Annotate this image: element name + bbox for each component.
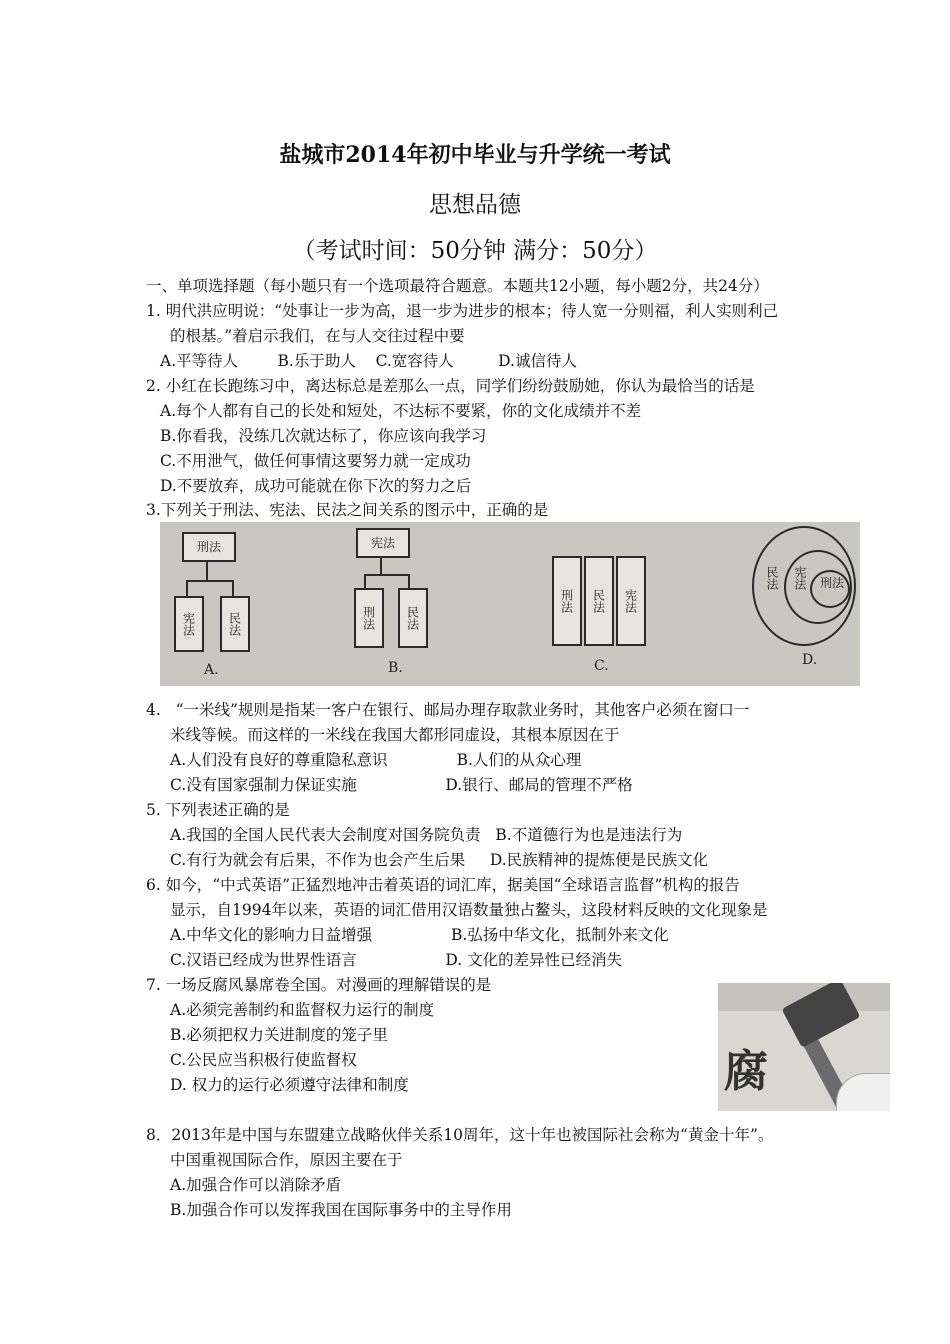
diagram-a-connector [186, 580, 188, 596]
diagram-a-caption: A. [204, 662, 219, 678]
q3-stem: 3.下列关于刑法、宪法、民法之间关系的图示中，正确的是 [146, 501, 549, 519]
q7-option-d: D. 权力的运行必须遵守法律和制度 [170, 1076, 409, 1094]
q5-options-row2: C.有行为就会有后果，不作为也会产生后果 D.民族精神的提炼便是民族文化 [170, 851, 709, 869]
diagram-a-connector [206, 560, 208, 580]
q6-options-row2: C.汉语已经成为世界性语言 D. 文化的差异性已经消失 [170, 951, 623, 969]
diagram-b-right-box: 民法 [398, 588, 428, 648]
cartoon-hand [836, 1073, 890, 1111]
q7-option-a: A.必须完善制约和监督权力运行的制度 [170, 1001, 435, 1019]
cartoon-corruption-character: 腐 [724, 1046, 768, 1097]
q6-options-row1: A.中华文化的影响力日益增强 B.弘扬中华文化，抵制外来文化 [170, 926, 669, 944]
q1-stem-line1: 1. 明代洪应明说：“处事让一步为高，退一步为进步的根本；待人宽一分则福，利人实则利己 [146, 302, 779, 320]
diagram-a-top-box: 刑法 [182, 532, 236, 562]
diagram-c-box-2: 民法 [584, 556, 614, 646]
q1-stem-line2: 的根基。”着启示我们，在与人交往过程中要 [170, 327, 465, 345]
law-relationship-diagram [160, 522, 860, 686]
q2-option-a: A.每个人都有自己的长处和短处，不达标不要紧，你的文化成绩并不差 [160, 402, 642, 420]
q7-stem: 7. 一场反腐风暴席卷全国。对漫画的理解错误的是 [146, 976, 492, 994]
q2-option-b: B.你看我，没练几次就达标了，你应该向我学习 [160, 427, 487, 445]
diagram-a-connector [186, 580, 234, 582]
exam-subject: 思想品德 [429, 192, 521, 218]
q4-stem-line1: 4. “一米线”规则是指某一客户在银行、邮局办理存取款业务时，其他客户必须在窗口一 [146, 701, 750, 719]
diagram-b-connector [408, 574, 410, 588]
diagram-b-left-box: 刑法 [354, 588, 384, 648]
q4-stem-line2: 米线等候。而这样的一米线在我国大都形同虚设，其根本原因在于 [170, 726, 620, 744]
q7-option-c: C.公民应当积极行使监督权 [170, 1051, 357, 1069]
diagram-b-connector [364, 574, 366, 588]
exam-info: （考试时间：50分钟 满分：50分） [292, 238, 658, 264]
section-heading: 一、单项选择题（每小题只有一个选项最符合题意。本题共12小题，每小题2分，共24分） [146, 277, 769, 295]
q6-stem-line1: 6. 如今，“中式英语”正猛烈地冲击着英语的词汇库，据美国“全球语言监督”机构的报告 [146, 876, 740, 894]
q8-option-b: B.加强合作可以发挥我国在国际事务中的主导作用 [170, 1201, 512, 1219]
q8-stem-line1: 8．2013年是中国与东盟建立战略伙伴关系10周年，这十年也被国际社会称为“黄金十年”。 [146, 1126, 774, 1144]
diagram-b-caption: B. [388, 660, 403, 676]
anti-corruption-cartoon [718, 983, 890, 1111]
q8-stem-line2: 中国重视国际合作，原因主要在于 [170, 1151, 403, 1169]
diagram-a-left-box: 宪法 [174, 596, 204, 652]
diagram-c-box-3: 宪法 [616, 556, 646, 646]
q5-stem: 5. 下列表述正确的是 [146, 801, 290, 819]
q1-options: A.平等待人 B.乐于助人 C.宽容待人 D.诚信待人 [160, 352, 577, 370]
q8-option-a: A.加强合作可以消除矛盾 [170, 1176, 342, 1194]
q4-options-row2: C.没有国家强制力保证实施 D.银行、邮局的管理不严格 [170, 776, 633, 794]
q5-options-row1: A.我国的全国人民代表大会制度对国务院负责 B.不道德行为也是违法行为 [170, 826, 683, 844]
diagram-d-outer-label: 民法 [765, 566, 779, 590]
exam-title: 盐城市2014年初中毕业与升学统一考试 [279, 142, 671, 168]
q2-option-d: D.不要放弃，成功可能就在你下次的努力之后 [160, 477, 472, 495]
diagram-d-caption: D. [802, 652, 818, 668]
q2-option-c: C.不用泄气，做任何事情这要努力就一定成功 [160, 452, 471, 470]
diagram-b-connector [364, 574, 410, 576]
diagram-d-middle-label: 宪法 [793, 566, 807, 590]
q2-stem: 2. 小红在长跑练习中，离达标总是差那么一点，同学们纷纷鼓励她，你认为最恰当的话是 [146, 377, 755, 395]
q4-options-row1: A.人们没有良好的尊重隐私意识 B.人们的从众心理 [170, 751, 582, 769]
diagram-b-top-box: 宪法 [356, 528, 410, 558]
diagram-c-box-1: 刑法 [552, 556, 582, 646]
diagram-d-inner-label: 刑法 [820, 576, 845, 590]
q7-option-b: B.必须把权力关进制度的笼子里 [170, 1026, 388, 1044]
diagram-a-connector [232, 580, 234, 596]
q6-stem-line2: 显示，自1994年以来，英语的词汇借用汉语数量独占鳌头，这段材料反映的文化现象是 [170, 901, 768, 919]
diagram-c-caption: C. [594, 658, 609, 674]
diagram-a-right-box: 民法 [220, 596, 250, 652]
diagram-b-connector [380, 556, 382, 574]
